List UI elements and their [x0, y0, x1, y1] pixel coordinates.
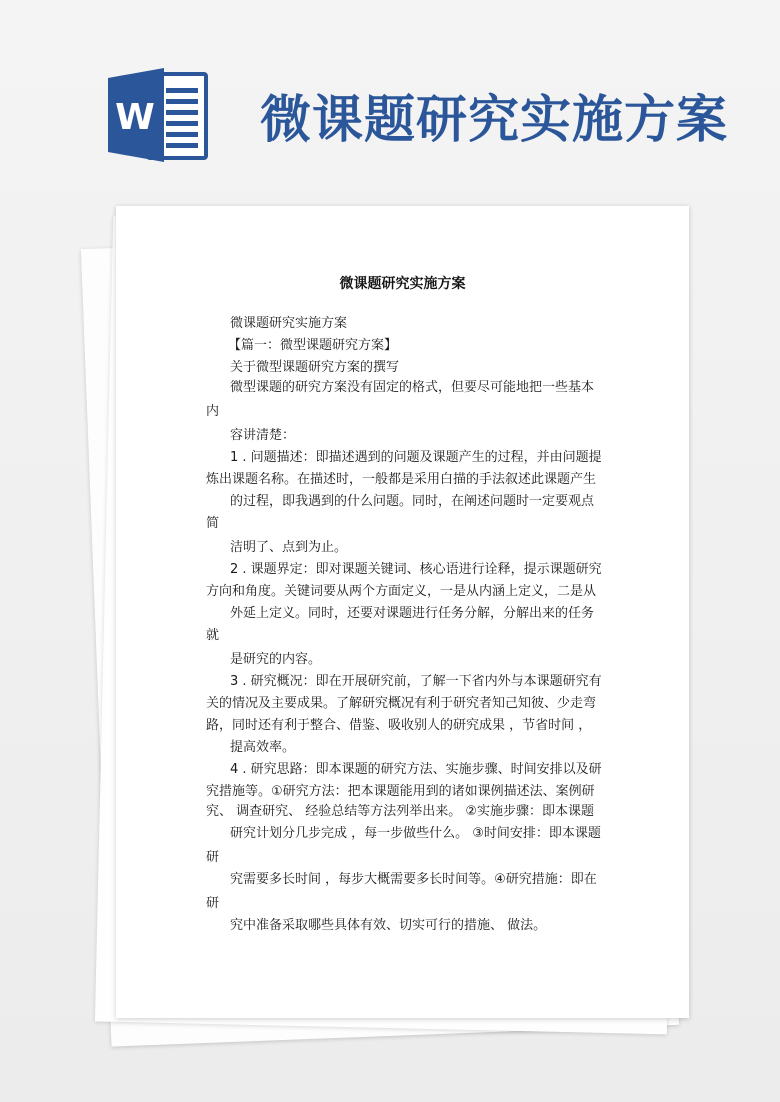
text-line: 【篇一：微型课题研究方案】 — [228, 338, 398, 353]
text-line: 简 — [206, 516, 220, 531]
document-page — [116, 206, 689, 1018]
text-line: 方向和角度。关键词要从两个方面定义，一是从内涵上定义，二是从 — [206, 584, 597, 599]
text-line: 4 . 研究思路：即本课题的研究方法、实施步骤、时间安排以及研 — [230, 762, 602, 777]
text-line: 就 — [206, 628, 220, 643]
text-line: 究中准备采取哪些具体有效、切实可行的措施、 做法。 — [230, 918, 547, 933]
text-line: 究、 调查研究、 经验总结等方法列举出来。 ②实施步骤：即本课题 — [206, 804, 595, 819]
text-line: 究措施等。①研究方法：把本课题能用到的诸如课例描述法、案例研 — [206, 784, 595, 799]
header — [0, 0, 780, 190]
text-line: 提高效率。 — [230, 740, 296, 755]
text-line: 2 . 课题界定：即对课题关键词、核心语进行诠释，提示课题研究 — [230, 562, 602, 577]
page-title: 微课题研究实施方案 — [260, 90, 729, 150]
text-line: 是研究的内容。 — [230, 652, 322, 667]
text-line: 的过程，即我遇到的什么问题。同时，在阐述问题时一定要观点 — [230, 494, 595, 509]
text-line: 1 . 问题描述：即描述遇到的问题及课题产生的过程，并由问题提 — [230, 450, 602, 465]
text-line: 炼出课题名称。在描述时，一般都是采用白描的手法叙述此课题产生 — [206, 472, 597, 487]
text-line: 究需要多长时间 ，每步大概需要多长时间等。④研究措施：即在 — [230, 872, 597, 887]
text-line: 洁明了、点到为止。 — [230, 540, 348, 555]
text-line: 微课题研究实施方案 — [230, 316, 348, 331]
text-line: 微型课题的研究方案没有固定的格式，但要尽可能地把一些基本 — [230, 380, 595, 395]
text-line: 外延上定义。同时，还要对课题进行任务分解，分解出来的任务 — [230, 606, 595, 621]
document-title: 微课题研究实施方案 — [339, 276, 466, 292]
text-line: 3 . 研究概况：即在开展研究前，了解一下省内外与本课题研究有 — [230, 674, 602, 689]
text-line: 研 — [206, 896, 220, 911]
text-line: 研 — [206, 850, 220, 865]
text-line: 关于微型课题研究方案的撰写 — [230, 360, 400, 375]
svg-text:W: W — [115, 97, 155, 138]
text-line: 关的情况及主要成果。了解研究概况有利于研究者知己知彼、少走弯 — [206, 696, 597, 711]
text-line: 研究计划分几步完成 ，每一步做些什么。 ③时间安排：即本课题 — [230, 826, 601, 841]
text-line: 内 — [206, 404, 220, 419]
text-line: 容讲清楚： — [230, 428, 296, 443]
word-icon — [108, 68, 208, 162]
text-line: 路，同时还有利于整合、借鉴、吸收别人的研究成果 ，节省时间 ， — [206, 718, 592, 733]
